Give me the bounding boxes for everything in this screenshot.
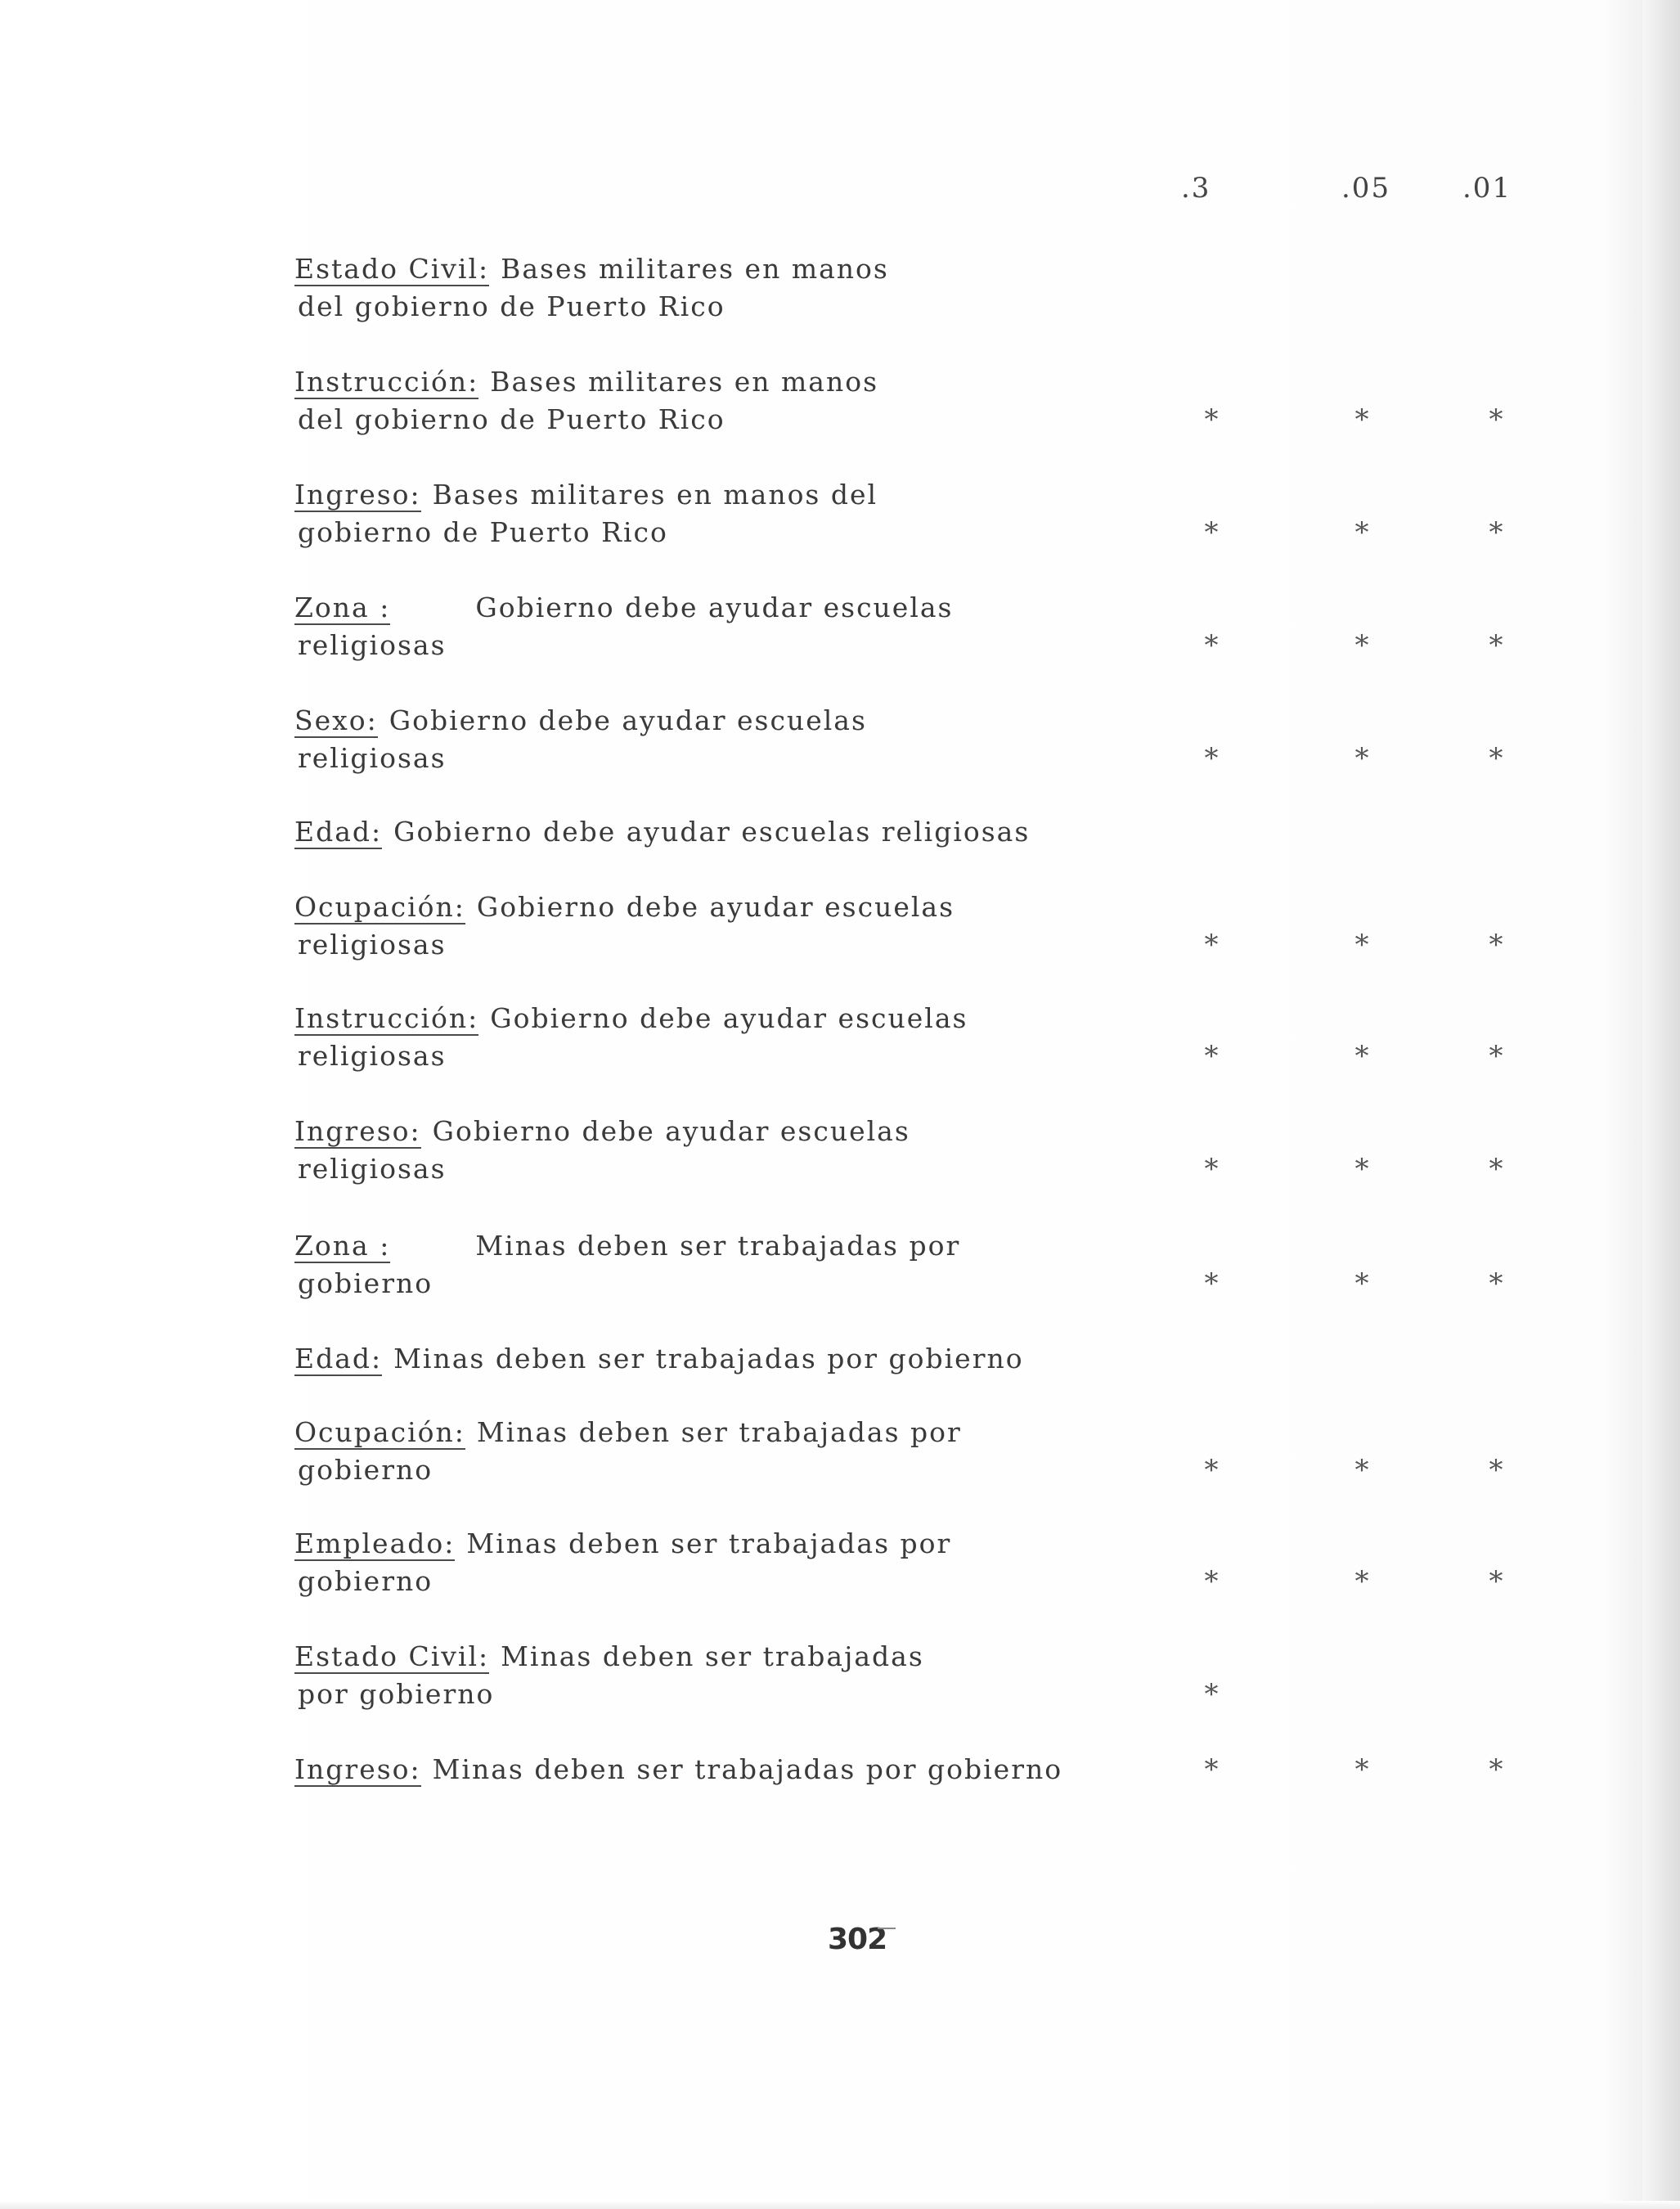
- significance-mark: *: [1489, 929, 1505, 961]
- entry-text-line: gobierno de Puerto Rico: [298, 516, 668, 548]
- significance-mark: *: [1204, 1267, 1220, 1300]
- entry-label: Ingreso:: [294, 1753, 421, 1785]
- entry-text-line: religiosas: [298, 629, 447, 661]
- entry-text-line: Minas deben ser trabajadas por gobierno: [432, 1753, 1063, 1785]
- significance-mark: *: [1204, 1565, 1220, 1598]
- entry-label: Ingreso:: [294, 479, 421, 511]
- entry-text-line: Gobierno debe ayudar escuelas: [490, 1002, 968, 1034]
- entry-text-line: por gobierno: [298, 1678, 495, 1710]
- entry-text-line: Bases militares en manos del: [432, 479, 878, 511]
- entry-text-line: religiosas: [298, 929, 447, 961]
- significance-mark: *: [1489, 1153, 1505, 1185]
- entry-label: Edad:: [294, 1343, 383, 1374]
- significance-mark: *: [1489, 629, 1505, 662]
- entry-text-line: del gobierno de Puerto Rico: [298, 403, 725, 435]
- entry-label: Ingreso:: [294, 1115, 421, 1147]
- entry-text-line: gobierno: [298, 1454, 433, 1486]
- significance-mark: *: [1354, 1267, 1371, 1300]
- entry-label: Instrucción:: [294, 366, 479, 398]
- significance-mark: *: [1354, 629, 1371, 662]
- entry-text-line: religiosas: [298, 1153, 447, 1185]
- entry-edad-minas: [294, 1340, 1636, 1378]
- entry-text-line: Bases militares en manos: [501, 253, 889, 285]
- significance-mark: *: [1354, 1753, 1371, 1786]
- significance-mark: *: [1489, 403, 1505, 436]
- entry-ocupacion-escuelas: [294, 889, 1636, 964]
- column-header-0-3: .3: [1181, 172, 1211, 205]
- entry-text-line: Bases militares en manos: [490, 366, 879, 398]
- significance-mark: *: [1354, 929, 1371, 961]
- entry-sexo-escuelas: [294, 702, 1636, 777]
- entry-text-line: Minas deben ser trabajadas por: [475, 1230, 961, 1262]
- entry-text-line: Minas deben ser trabajadas: [501, 1640, 924, 1672]
- entry-estado-civil-bases: [294, 250, 1636, 326]
- significance-mark: *: [1489, 1753, 1505, 1786]
- significance-mark: *: [1204, 1454, 1220, 1487]
- significance-mark: *: [1489, 1454, 1505, 1487]
- significance-mark: *: [1354, 1565, 1371, 1598]
- significance-mark: *: [1204, 1153, 1220, 1185]
- entry-label: Instrucción:: [294, 1002, 479, 1034]
- significance-mark: *: [1354, 742, 1371, 775]
- entry-text-line: Gobierno debe ayudar escuelas religiosas: [393, 816, 1031, 848]
- significance-mark: *: [1204, 929, 1220, 961]
- entry-empleado-minas: [294, 1525, 1636, 1600]
- entry-instruccion-bases: [294, 363, 1636, 439]
- entry-label: Estado Civil:: [294, 1640, 490, 1672]
- entry-label: Edad:: [294, 816, 383, 848]
- significance-mark: *: [1204, 1678, 1220, 1711]
- page-bottom-edge: [0, 2201, 1680, 2209]
- entry-text-line: religiosas: [298, 1040, 447, 1072]
- significance-mark: *: [1354, 1040, 1371, 1073]
- significance-mark: *: [1354, 516, 1371, 549]
- entry-zona-escuelas: [294, 589, 1636, 664]
- entry-text-line: religiosas: [298, 742, 447, 774]
- significance-mark: *: [1204, 403, 1220, 436]
- significance-mark: *: [1204, 516, 1220, 549]
- page-number: 302: [828, 1923, 887, 1956]
- entry-ingreso-bases: [294, 476, 1636, 551]
- entry-text-line: Minas deben ser trabajadas por: [466, 1527, 952, 1559]
- significance-mark: *: [1489, 1040, 1505, 1073]
- entry-text-line: Gobierno debe ayudar escuelas: [475, 592, 954, 623]
- significance-headers: [0, 172, 1680, 213]
- entry-text-line: del gobierno de Puerto Rico: [298, 290, 725, 322]
- entry-label: Zona :: [294, 592, 391, 623]
- entry-ingreso-minas: [294, 1751, 1636, 1788]
- significance-mark: *: [1204, 1753, 1220, 1786]
- page-number-mark: [878, 1928, 896, 1929]
- significance-mark: *: [1354, 403, 1371, 436]
- significance-mark: *: [1489, 742, 1505, 775]
- entry-text-line: Minas deben ser trabajadas por gobierno: [393, 1343, 1024, 1374]
- entry-label: Sexo:: [294, 704, 378, 736]
- entry-text-line: Gobierno debe ayudar escuelas: [432, 1115, 910, 1147]
- entry-label: Ocupación:: [294, 891, 465, 923]
- significance-mark: *: [1204, 629, 1220, 662]
- entry-estado-civil-minas: [294, 1638, 1636, 1713]
- entry-label: Estado Civil:: [294, 253, 490, 285]
- page-edge-shadow: [1642, 0, 1680, 2209]
- significance-mark: *: [1204, 742, 1220, 775]
- significance-mark: *: [1489, 1565, 1505, 1598]
- entry-label: Zona :: [294, 1230, 391, 1262]
- significance-mark: *: [1354, 1153, 1371, 1185]
- entry-text-line: Gobierno debe ayudar escuelas: [389, 704, 867, 736]
- entry-ingreso-escuelas: [294, 1113, 1636, 1188]
- entry-zona-minas: [294, 1227, 1636, 1302]
- entry-ocupacion-minas: [294, 1414, 1636, 1489]
- entry-label: Empleado:: [294, 1527, 456, 1559]
- entry-text-line: gobierno: [298, 1267, 433, 1299]
- entry-text-line: gobierno: [298, 1565, 433, 1597]
- significance-mark: *: [1354, 1454, 1371, 1487]
- entry-instruccion-escuelas: [294, 1000, 1636, 1075]
- significance-mark: *: [1489, 516, 1505, 549]
- entry-edad-escuelas: [294, 813, 1636, 851]
- column-header-0-05: .05: [1341, 172, 1391, 205]
- significance-mark: *: [1204, 1040, 1220, 1073]
- column-header-0-01: .01: [1462, 172, 1512, 205]
- entry-text-line: Minas deben ser trabajadas por: [476, 1416, 962, 1448]
- significance-mark: *: [1489, 1267, 1505, 1300]
- entry-text-line: Gobierno debe ayudar escuelas: [476, 891, 955, 923]
- entry-label: Ocupación:: [294, 1416, 465, 1448]
